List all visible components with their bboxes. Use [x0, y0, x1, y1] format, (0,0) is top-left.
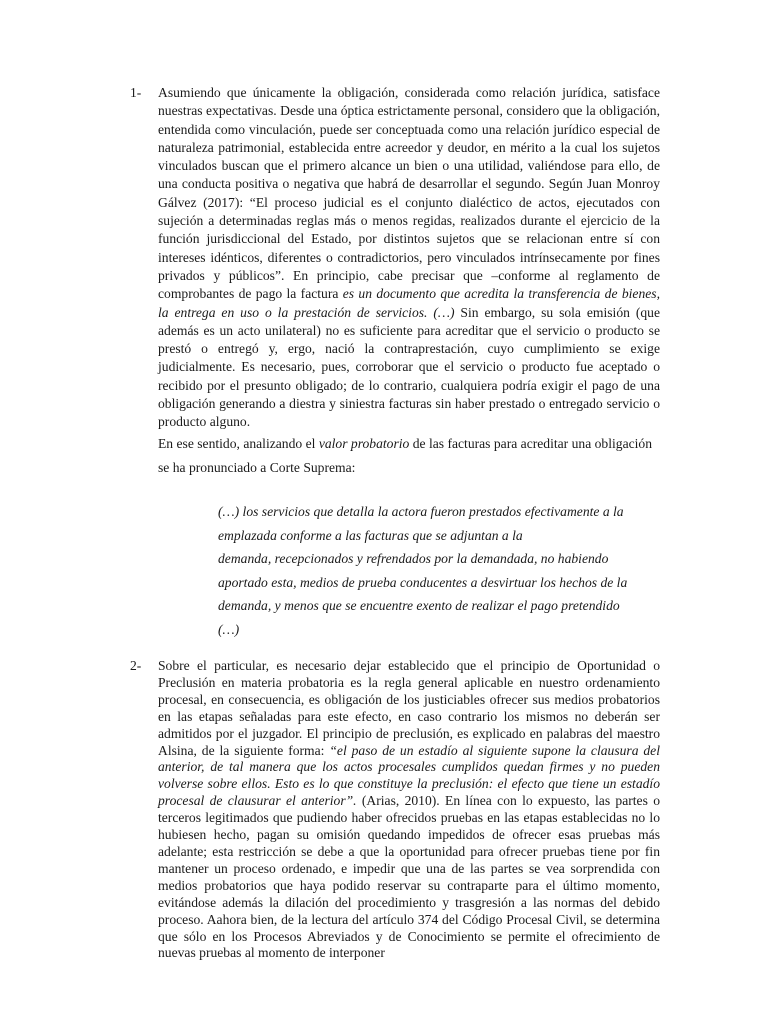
- quote-line: (…) los servicios que detalla la actora fueron prestados efectivamente a la: [218, 504, 624, 519]
- quote-line: aportado esta, medios de prueba conducentes a desvirtuar los hechos de la: [218, 574, 628, 590]
- item-number: 1-: [130, 85, 142, 100]
- paragraph-text: En ese sentido, analizando el: [158, 436, 319, 451]
- paragraph-corte-suprema: [158, 432, 658, 479]
- item-italic-text: “el paso de un estadío al siguiente supone la clausura del anterior, de tal manera que los actos procesales cumplidos quedan firmes y no pueden volverse sobre ellos. Esto es lo que constituye la preclusión: el efecto que tiene un estadío procesal de clausurar el anterior”.: [158, 742, 660, 809]
- quote-line: demanda, y menos que se encuentre exento de realizar el pago pretendido: [218, 598, 620, 613]
- item-text: Sin embargo, su sola emisión (que además es un acto unilateral) no es suficiente para acreditar que el servicio o producto se prestó o entregó y, ergo, nació la contraprestación, cuyo cumplimiento se exige judicialmente. Es necesario, pues, corroborar que el servicio o producto fue aceptado o recibido por el presunto obligado; de lo contrario, cualquiera podría exigir el pago de una obligación generando a diestra y siniestra facturas sin haber prestado o entregado servicio o producto alguno.: [158, 304, 660, 430]
- item-text: Asumiendo que únicamente la obligación, considerada como relación jurídica, satisface nuestras expectativas. Desde una óptica estrictamente personal, considero que la obligación, entendida como vinculación, puede ser conceptuada como una relación jurídico especial de naturaleza patrimonial, establecida entre acreedor y deudor, en mérito a la cual los sujetos vinculados buscan que el primero alcance un bien o una utilidad, valiéndose para ello, de una conducta positiva o negativa que habrá de desarrollar el segundo. Según Juan Monroy Gálvez (2017): “El proceso judicial es el conjunto dialéctico de actos, ejecutados con sujeción a determinadas reglas más o menos regidas, realizados durante el ejercicio de la función jurisdiccional del Estado, por distintos sujetos que se relacionan entre sí con intereses idénticos, diferentes o contradictorios, pero vinculados intrínsecamente por fines privados y públicos”. En principio, cabe precisar que –conforme al reglamento de comprobantes de pago la factura: [158, 85, 660, 302]
- paragraph-text: de las facturas para acreditar una obligación se ha pronunciado a Corte Suprema:: [158, 436, 653, 475]
- numbered-item-2: [130, 658, 660, 962]
- quote-line: demanda, recepcionados y refrendados por la demandada, no habiendo: [218, 551, 609, 566]
- block-quote: [218, 500, 650, 641]
- item-text: (Arias, 2010). En línea con lo expuesto, las partes o terceros legitimados que pudiendo haber ofrecidos pruebas en las etapas establecidas no lo hubiesen hecho, pagan su omisión quedando impedidos de ofrecer esas pruebas más adelante; esta restricción se debe a que la oportunidad para ofrecer pruebas tiene por fin mantener un proceso ordenado, e impedir que una de las partes se vea sorprendida con medios probatorios que haya podido reservar su contraparte para el último momento, evitándose además la dilación del procedimiento y trasgresión a las normas del debido proceso. Aahora bien, de la lectura del artículo 374 del Código Procesal Civil, se determina que sólo en los Procesos Abreviados y de Conocimiento se permite el ofrecimiento de nuevas pruebas al momento de interponer: [158, 793, 660, 961]
- quote-line: emplazada conforme a las facturas que se adjuntan a la: [218, 527, 523, 543]
- item-text: Sobre el particular, es necesario dejar establecido que el principio de Oportunidad o Preclusión en materia probatoria es la regla general aplicable en nuestro ordenamiento procesal, en consecuencia, es obligación de los justiciables ofrecer sus medios probatorios en las etapas señaladas para este efecto, en caso contrario los mismos no deberán ser admitidos por el juzgador. El principio de preclusión, es explicado en palabras del maestro Alsina, de la siguiente forma:: [158, 658, 660, 758]
- numbered-item-1: [130, 84, 660, 432]
- item-body: [158, 84, 660, 432]
- item-italic-text: es un documento que acredita la transferencia de bienes, la entrega en uso o la prestación de servicios. (…): [158, 286, 660, 320]
- paragraph-italic-text: valor probatorio: [318, 436, 410, 451]
- item-body: [158, 658, 660, 962]
- item-number: 2-: [130, 658, 142, 673]
- quote-line: (…): [218, 621, 240, 637]
